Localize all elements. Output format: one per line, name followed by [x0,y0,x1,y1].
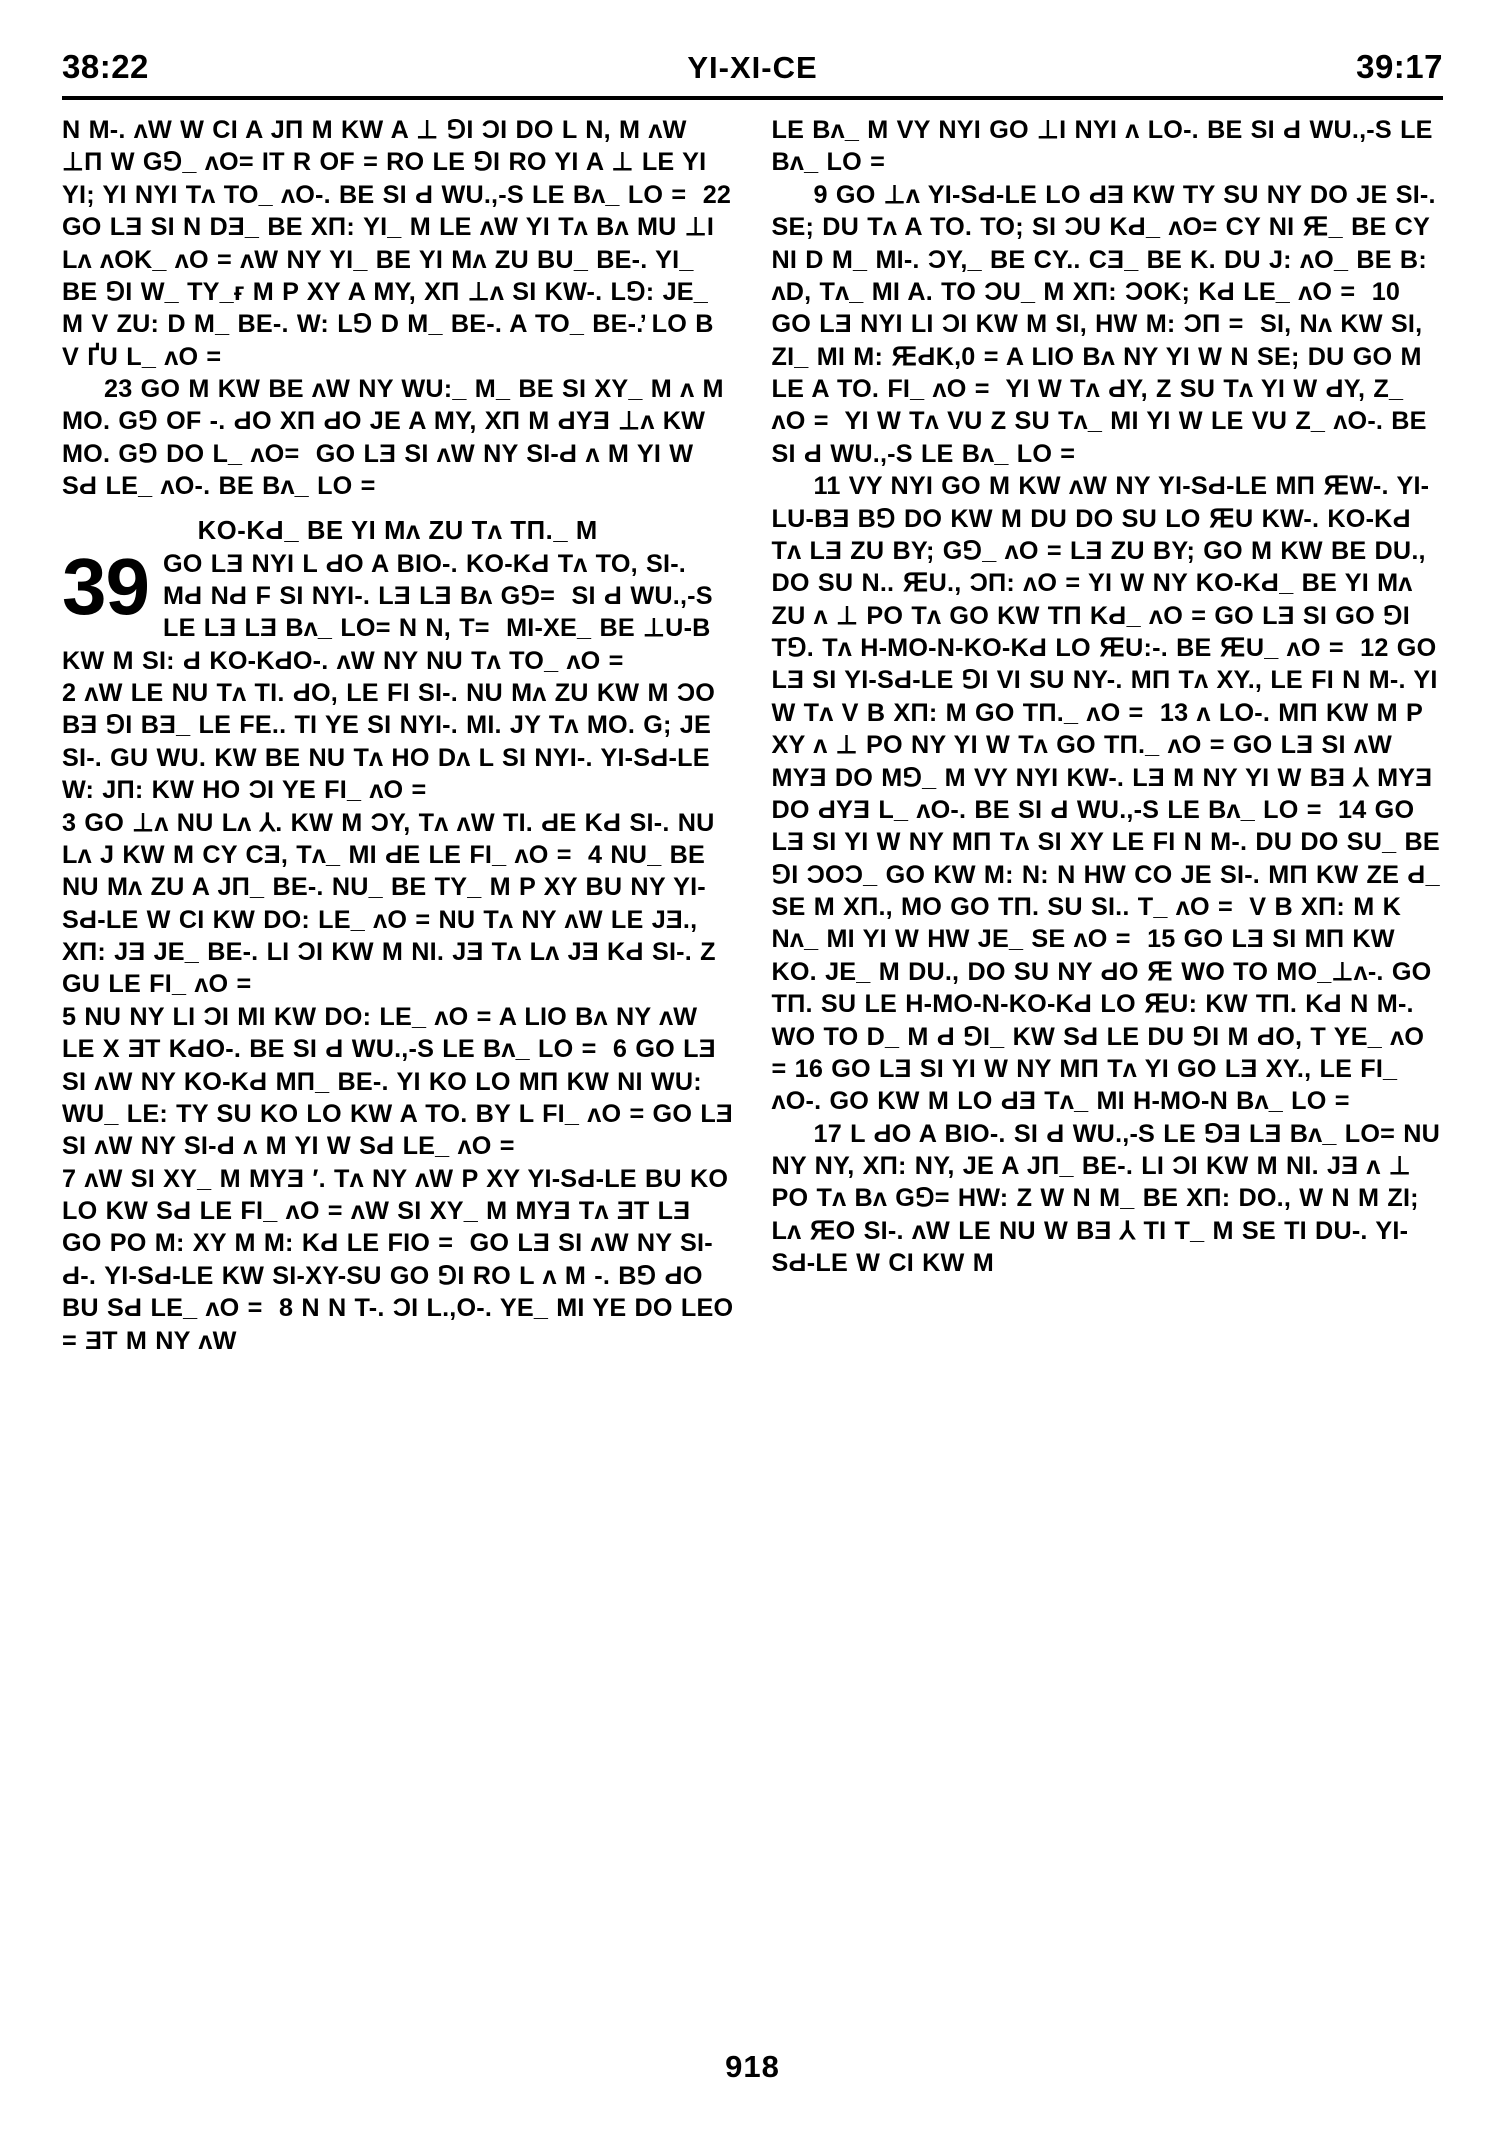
chapter-heading: KO-KԀ_ BE YI Mʌ ZU Tʌ TΠ._ M [197,516,598,545]
paragraph: GO LƎ NYI L ԀO A BIO-. KO-KԀ Tʌ TO, SI-. MԀ NԀ F SI NYI-. LƎ LƎ Bʌ G⅁= SI Ԁ WU.,-S LE LƎ LƎ Bʌ_ LO= N N, T= MI-XE_ BE ⊥U-B KW M SI: Ԁ KO-KԀO-. ʌW NY NU Tʌ TO_ ʌO = [62,549,721,675]
column-right [771,114,1449,1357]
header-right-reference: 39:17 [1356,48,1443,85]
paragraph: 11 VY NYI GO M KW ʌW NY YI-SԀ-LE MΠ ԘW-. YI-LU-BƎ B⅁ DO KW M DU DO SU LO ԘU KW-. KO-KԀ Tʌ LƎ ZU BY; G⅁_ ʌO = LƎ ZU BY; GO M KW BE DU., DO SU N.. ԘU., ƆΠ: ʌO = YI W NY KO-KԀ_ BE YI Mʌ ZU ʌ ⊥ PO Tʌ GO KW TΠ KԀ_ ʌO = GO LƎ SI GO ⅁I T⅁. Tʌ H-MO-N-KO-KԀ LO ԘU:-. BE ԘU_ ʌO = 12 GO LƎ SI YI-SԀ-LE ⅁I VI SU NY-. MΠ Tʌ XY., LE FI N M-. YI W Tʌ V B XΠ: M GO TΠ._ ʌO = 13 ʌ LO-. MΠ KW M P XY ʌ ⊥ PO NY YI W Tʌ GO TΠ._ ʌO = GO LƎ SI ʌW MYƎ DO M⅁_ M VY NYI KW-. LƎ M NY YI W BƎ ⅄ MYƎ DO ԀYƎ L_ ʌO-. BE SI Ԁ WU.,-S LE Bʌ_ LO = 14 GO LƎ SI YI W NY MΠ Tʌ SI XY LE FI N M-. DU DO SU_ BE ⅁I ƆOƆ_ GO KW M: N: N HW CO JE SI-. MΠ KW ZE Ԁ_ SE M XΠ., MO GO TΠ. SU SI.. T_ ʌO = V B XΠ: M K Nʌ_ MI YI W HW JE_ SE ʌO = 15 GO LƎ SI MΠ KW KO. JE_ M DU., DO SU NY ԀO Ԙ WO TO MO_⊥ʌ-. GO TΠ. SU LE H-MO-N-KO-KԀ LO ԘU: KW TΠ. KԀ N M-. WO TO D_ M Ԁ ⅁I_ KW SԀ LE DU ⅁I M ԀO, T YE_ ʌO = 16 GO LƎ SI YI W NY MΠ Tʌ YI GO LƎ XY., LE FI_ ʌO-. GO KW M LO ԀƎ Tʌ_ MI H-MO-N Bʌ_ LO = [771,472,1449,1116]
column-left [62,114,742,1357]
paragraph: LE Bʌ_ M VY NYI GO ⊥I NYI ʌ LO-. BE SI Ԁ WU.,-S LE Bʌ_ LO = [771,116,1441,177]
paragraph: 23 GO M KW BE ʌW NY WU:_ M_ BE SI XY_ M ʌ M MO. G⅁ OF -. ԀO XΠ ԀO JE A MY, XΠ M ԀYƎ ⊥ʌ KW MO. G⅁ DO L_ ʌO= GO LƎ SI ʌW NY SI-Ԁ ʌ M YI W SԀ LE_ ʌO-. BE Bʌ_ LO = [62,375,732,501]
text-columns [56,114,1449,1357]
paragraph: N M-. ʌW W CI A JΠ M KW A ⊥ ⅁I ƆI DO L N, M ʌW ⊥Π W G⅁_ ʌO= IT R OF = RO LE ⅁I RO YI A ⊥ LE YI YI; YI NYI Tʌ TO_ ʌO-. BE SI Ԁ WU.,-S LE Bʌ_ LO = 22 GO LƎ SI N DƎ_ BE XΠ: YI_ M LE ʌW YI Tʌ Bʌ MU ⊥I Lʌ ʌOK_ ʌO = ʌW NY YI_ BE YI Mʌ ZU BU_ BE-. YI_ BE ⅁I W_ TY_ғ M P XY A MY, XΠ ⊥ʌ SI KW-. L⅁: JE_ M V ZU: D M_ BE-. W: L⅁ D M_ BE-. A TO_ BE-.̓ LO B V ҐU L_ ʌO = [62,116,740,371]
paragraph: 2 ʌW LE NU Tʌ TI. ԀO, LE FI SI-. NU Mʌ ZU KW M ƆO BƎ ⅁I BƎ_ LE FE.. TI YE SI NYI-. MI. JY Tʌ MO. G; JE SI-. GU WU. KW BE NU Tʌ HO Dʌ L SI NYI-. YI-SԀ-LE W: JΠ: KW HO ƆI YE FI_ ʌO = [62,679,724,805]
paragraph: 5 NU NY LI ƆI MI KW DO: LE_ ʌO = A LIO Bʌ NY ʌW LE X ƎT KԀO-. BE SI Ԁ WU.,-S LE Bʌ_ LO = 6 GO LƎ SI ʌW NY KO-KԀ MΠ_ BE-. YI KO LO MΠ KW NI WU: WU_ LE: TY SU KO LO KW A TO. BY L FI_ ʌO = GO LƎ SI ʌW NY SI-Ԁ ʌ M YI W SԀ LE_ ʌO = [62,1002,742,1161]
paragraph: 9 GO ⊥ʌ YI-SԀ-LE LO ԀƎ KW TY SU NY DO JE SI-. SE; DU Tʌ A TO. TO; SI ƆU KԀ_ ʌO= CY NI Ԙ_ BE CY NI D M_ MI-. ƆY,_ BE CY.. CƎ_ BE K. DU J: ʌO_ BE B: ʌD, Tʌ_ MI A. TO ƆU_ M XΠ: ƆOK; KԀ LE_ ʌO = 10 GO LƎ NYI LI ƆI KW M SI, HW M: ƆΠ = SI, Nʌ KW SI, ZI_ MI M: ԘԀK,0 = A LIO Bʌ NY YI W N SE; DU GO M LE A TO. FI_ ʌO = YI W Tʌ ԀY, Z SU Tʌ YI W ԀY, Z_ ʌO = YI W Tʌ VU Z SU Tʌ_ MI YI W LE VU Z_ ʌO-. BE SI Ԁ WU.,-S LE Bʌ_ LO = [771,180,1444,468]
chapter-number-dropcap: 39 [62,541,149,631]
header-book-title: YI-XI-CE [687,50,818,85]
paragraph: 3 GO ⊥ʌ NU Lʌ ⅄. KW M ƆY, Tʌ ʌW TI. ԀE KԀ SI-. NU Lʌ J KW M CY CƎ, Tʌ_ MI ԀE LE FI_ ʌO = 4 NU_ BE NU Mʌ ZU A JΠ_ BE-. NU_ BE TY_ M P XY BU NY YI-SԀ-LE W CI KW DO: LE_ ʌO = NU Tʌ NY ʌW LE JƎ., XΠ: JƎ JE_ BE-. LI ƆI KW M NI. JƎ Tʌ Lʌ JƎ KԀ SI-. Z GU LE FI_ ʌO = [62,808,724,999]
chapter-start-block [62,541,734,678]
page-number: 918 [725,2049,780,2084]
header-divider [62,96,1443,100]
header-left-reference: 38:22 [62,48,149,85]
paragraph: 17 L ԀO A BIO-. SI Ԁ WU.,-S LE ⅁Ǝ LƎ Bʌ_ LO= NU NY NY, XΠ: NY, JE A JΠ_ BE-. LI ƆI KW M NI. JƎ ʌ ⊥ PO Tʌ Bʌ G⅁= HW: Z W N M_ BE XΠ: DO., W N M ZI; Lʌ ԘO SI-. ʌW LE NU W BƎ ⅄ TI T_ M SE TI DU-. YI-SԀ-LE W CI KW M [771,1119,1449,1278]
paragraph: 7 ʌW SI XY_ M MYƎ ′. Tʌ NY ʌW P XY YI-SԀ-LE BU KO LO KW SԀ LE FI_ ʌO = ʌW SI XY_ M MYƎ Tʌ ƎT LƎ GO PO M: XY M M: KԀ LE FIO = GO LƎ SI ʌW NY SI-Ԁ-. YI-SԀ-LE KW SI-XY-SU GO ⅁I RO L ʌ M -. B⅁ ԀO BU SԀ LE_ ʌO = 8 N N T-. ƆI L.,O-. YE_ MI YE DO LEO = ƎT M NY ʌW [62,1164,742,1355]
page-header [56,48,1449,86]
